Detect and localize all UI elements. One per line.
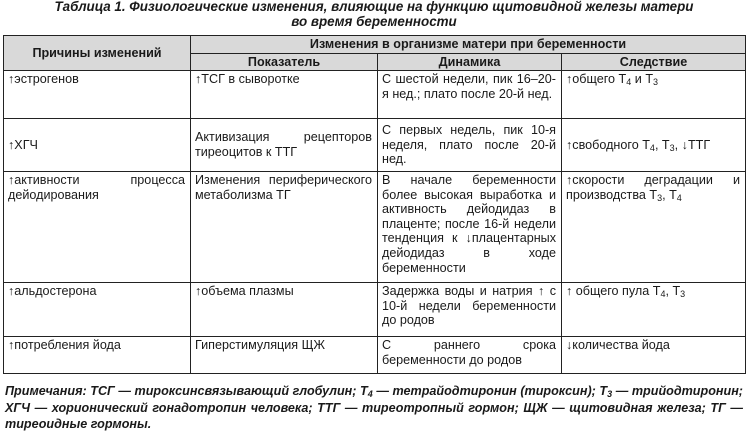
table-title-line-1: Таблица 1. Физиологические изменения, влияющие на функцию щитовидной железы матери	[54, 0, 694, 14]
table-row	[4, 71, 746, 119]
table-row	[4, 337, 746, 374]
cell-dynamics: В начале беременности более высокая выработка и активность дейодидаз в плаценте; после 16-й недели тенденция к ↓плацентарных дейодидаз в ходе беременности	[378, 172, 562, 283]
table-row	[4, 283, 746, 337]
cell-cause: ↑активности процесса дейодирования	[4, 172, 191, 283]
header-causes: Причины изменений	[4, 36, 191, 71]
table-notes: Примечания: ТСГ — тироксинсвязывающий глобулин; $Т_4$ — тетрайодтиронин (тироксин); $Т_3$ — трийодтиронин; ХГЧ — хорионический гонадотропин человека; ТТГ — тиреотропный гормон; ЩЖ — щитовидная железа; ТГ — тиреоидные гормоны.	[5, 384, 743, 431]
cell-indicator: Активизация рецепторов тиреоцитов к ТТГ	[191, 119, 378, 172]
table-title-line-2: во время беременности	[291, 13, 457, 29]
cell-dynamics: С первых недель, пик 10-я неделя, плато после 20-й нед.	[378, 119, 562, 172]
cell-consequence: ↑скорости деградации и производства $Т_3$, $Т_4$	[562, 172, 746, 283]
cell-consequence: ↑свободного $Т_4$, $Т_3$, ↓ТТГ	[562, 119, 746, 172]
cell-consequence: ↑общего $Т_4$ и $Т_3$	[562, 71, 746, 119]
header-changes-group: Изменения в организме матери при беременности	[191, 36, 746, 54]
cell-consequence: ↓количества йода	[562, 337, 746, 374]
table-row	[4, 172, 746, 283]
header-indicator: Показатель	[191, 54, 378, 71]
cell-dynamics: С шестой недели, пик 16–20-я нед.; плато после 20-й нед.	[378, 71, 562, 119]
cell-indicator: ↑объема плазмы	[191, 283, 378, 337]
header-row-top	[4, 36, 746, 54]
cell-dynamics: С раннего срока беременности до родов	[378, 337, 562, 374]
header-dynamics: Динамика	[378, 54, 562, 71]
cell-cause: ↑потребления йода	[4, 337, 191, 374]
table-row	[4, 119, 746, 172]
cell-indicator: Изменения периферического метаболизма ТГ	[191, 172, 378, 283]
cell-indicator: ↑ТСГ в сыворотке	[191, 71, 378, 119]
cell-cause: ↑альдостерона	[4, 283, 191, 337]
cell-indicator: Гиперстимуляция ЩЖ	[191, 337, 378, 374]
cell-cause: ↑ХГЧ	[4, 119, 191, 172]
cell-dynamics: Задержка воды и натрия ↑ с 10-й недели беременности до родов	[378, 283, 562, 337]
cell-consequence: ↑ общего пула $Т_4$, $Т_3$	[562, 283, 746, 337]
header-consequence: Следствие	[562, 54, 746, 71]
cell-cause: ↑эстрогенов	[4, 71, 191, 119]
table-title	[0, 0, 748, 29]
physiology-table	[3, 35, 746, 374]
